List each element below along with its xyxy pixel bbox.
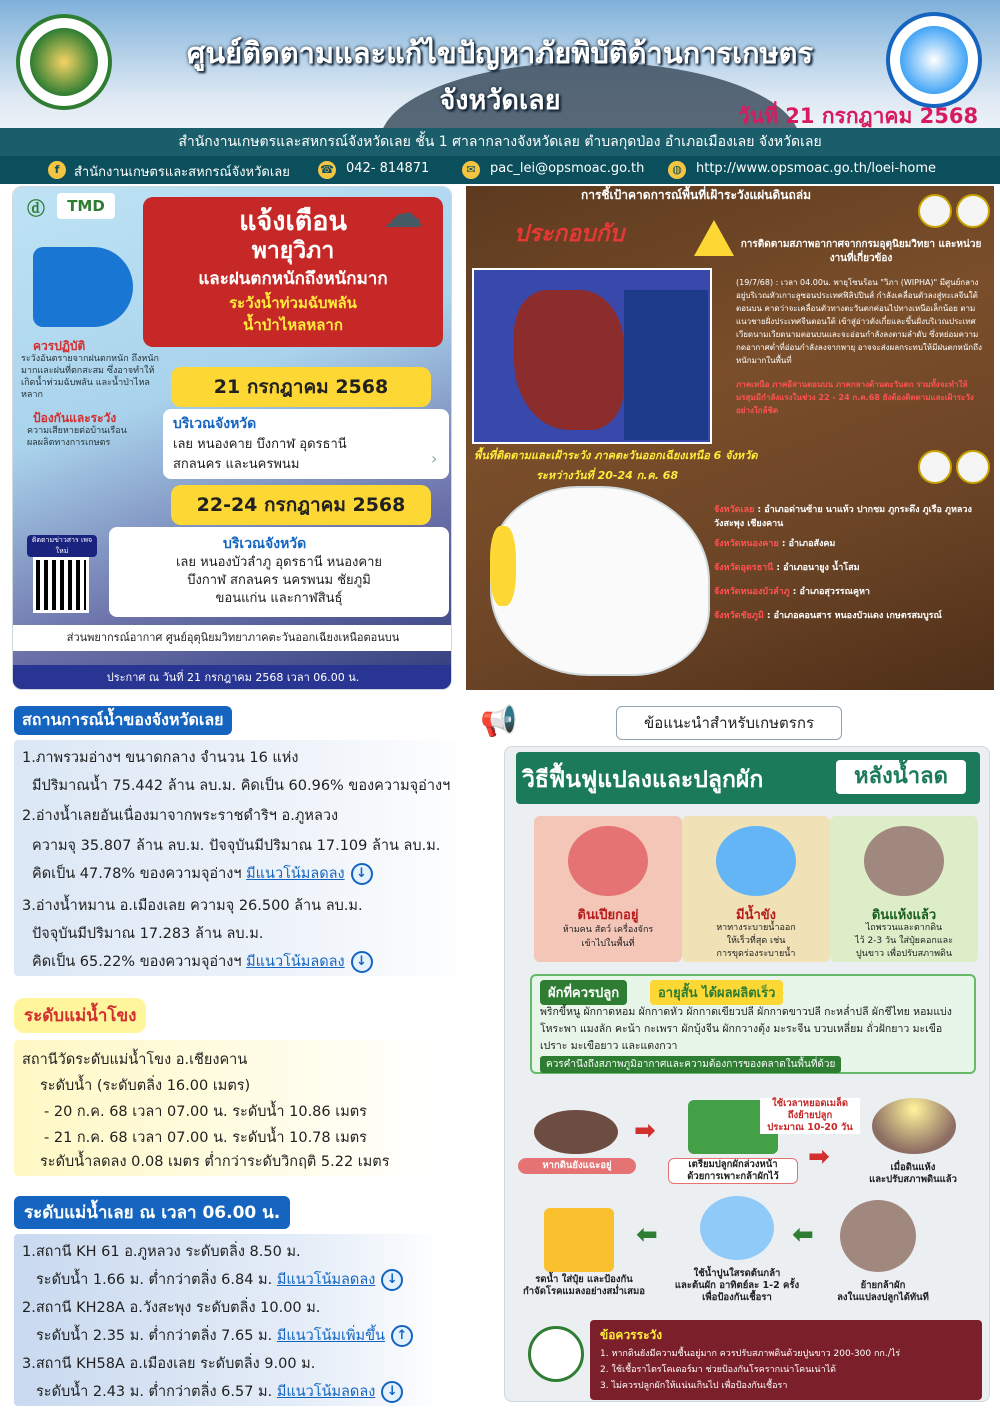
storm-cloud-icon: ☁ (383, 191, 423, 237)
forecast-title: การชี้เป้าคาดการณ์พื้นที่เฝ้าระวังแผ่นดินถล่ม (580, 188, 812, 202)
mekong-bank-level: ระดับน้ำ (ระดับตลิ่ง 16.00 เมตร) (40, 1078, 251, 1094)
step-7: รดน้ำ ใส่ปุ๋ย และป้องกัน กำจัดโรคแมลงอย่างสม่ำเสมอ (523, 1274, 645, 1297)
vegetable-note: ควรคำนึงถึงสภาพภูมิอากาศและความต้องการของตลาดในพื้นที่ด้วย (540, 1056, 841, 1073)
advice-heading: ข้อแนะนำสำหรับเกษตรกร (616, 706, 842, 740)
mekong-reading-2: - 21 ก.ค. 68 เวลา 07.00 น. ระดับน้ำ 10.78 เมตร (44, 1130, 367, 1146)
arrow-down-icon: ↓ (351, 951, 373, 973)
protect-heading: ป้องกันและระวัง (33, 411, 117, 425)
fertilizer-sprayer-icon (544, 1208, 614, 1272)
caution-item-3: 3. ไม่ควรปลูกผักให้แน่นเกินไป เพื่อป้องกันเชื้อรา (600, 1381, 788, 1391)
area-label-2: บริเวณจังหวัด (223, 536, 307, 552)
no-entry-icon (568, 826, 648, 896)
arrow-up-icon: ↑ (391, 1325, 413, 1347)
vegetable-heading: ผักที่ควรปลูก (540, 980, 627, 1005)
date-2-badge: 22-24 กรกฎาคม 2568 (171, 485, 431, 525)
province-item-5: จังหวัดชัยภูมิ : อำเภอคอนสาร หนองบัวแดง เกษตรสมบูรณ์ (714, 611, 942, 621)
watch-area-dates: ระหว่างวันที่ 20-24 ก.ค. 68 (536, 469, 679, 482)
rain-text: และฝนตกหนักถึงหนักมาก (198, 269, 388, 289)
chevron-right-icon[interactable]: › (431, 449, 438, 468)
station-1-name: 1.สถานี KH 61 อ.ภูหลวง ระดับตลิ่ง 8.50 ม. (22, 1244, 301, 1260)
vegetable-tag: อายุสั้น ได้ผลผลิตเร็ว (650, 980, 783, 1005)
area-2-line-1: เลย หนองบัวลำภู อุดรธานี หนองคาย (175, 555, 382, 570)
arrow-right-icon: ➡ (634, 1116, 656, 1146)
card-standing-water: มีน้ำขัง หาทางระบายน้ำออก ให้เร็วที่สุด เช่น การขุดร่องระบายน้ำ (682, 816, 830, 962)
station-3-level: ระดับน้ำ 2.43 ม. ต่ำกว่าตลิ่ง 6.57 ม. มีแนวโน้มลดลง ↓ (36, 1380, 403, 1403)
water-situation-heading: สถานการณ์น้ำของจังหวัดเลย (14, 706, 232, 735)
address-bar: สำนักงานเกษตรและสหกรณ์จังหวัดเลย ชั้น 1 ศาลากลางจังหวัดเลย ตำบลกุดป่อง อำเภอเมืองเลย จังหวัดเลย (0, 128, 1000, 156)
arrow-down-icon: ↓ (381, 1381, 403, 1403)
practice-heading: ควรปฏิบัติ (33, 339, 86, 353)
storm-warning-poster (12, 186, 452, 690)
contact-bar (0, 156, 1000, 184)
province-item-4: จังหวัดหนองบัวลำภู : อำเภอสุวรรณคูหา (714, 587, 870, 597)
warning-icon (694, 220, 734, 256)
step-1: หากดินยังแฉะอยู่ (518, 1158, 636, 1174)
watering-can-icon (700, 1196, 774, 1260)
date-1-badge: 21 กรกฎาคม 2568 (171, 367, 431, 407)
area-1-line-2: สกลนคร และนครพนม (173, 457, 300, 472)
forecast-body: (19/7/68) : เวลา 04.00น. พายุโซนร้อน "วิภา (WIPHA)" มีศูนย์กลางอยู่บริเวณหัวเกาะลูซอนประเทศฟิลิปปินส์ กำลังเคลื่อนตัวลงสู่ทะเลจีนใต้ตอนบน คาดว่าจะเคลื่อนตัวทางตะวันตกค่อนไปทางเหนือเล็กน้อย ตามแนวชายฝั่งประเทศจีนตอนใต้ เข้าสู่อ่าวตังเกี๋ยและขึ้นฝั่งบริเวณประเทศเวียดนามเวียดนามตอนบนและจะอ่อนกำลังลงตามลำดับ ซึ่งหย่อมความกดอากาศต่ำที่อ่อนกำลังลงจากพายุ อาจจะส่งผลกระทบให้มีฝนตกหนักถึงหนักมากในพื้นที่ (736, 278, 982, 365)
report-date: วันที่ 21 กรกฎาคม 2568 (738, 104, 979, 128)
mekong-station: สถานีวัดระดับแม่น้ำโขง อ.เชียงคาน (22, 1052, 248, 1068)
forecast-body-highlight: ภาคเหนือ ภาคอีสานตอนบน ภาคกลางด้านตะวันตก รวมทั้งจะทำให้มรสุมมีกำลังแรงในช่วง 22 - 24 ก.ค.68 ยังต้องติดตามและเฝ้าระวังอย่างใกล้ชิด (736, 380, 974, 415)
dept-logo (918, 194, 952, 228)
page-subtitle: จังหวัดเลย (439, 85, 561, 116)
ministry-seal-logo (528, 1326, 584, 1382)
province-map (490, 486, 710, 676)
globe-icon: ◍ (668, 161, 686, 179)
reservoir-3-volume: ปัจจุบันมีปริมาณ 17.283 ล้าน ลบ.ม. (32, 926, 264, 942)
province-item-2: จังหวัดหนองคาย : อำเภอสังคม (714, 539, 836, 549)
reservoir-3-name: 3.อ่างน้ำหมาน อ.เมืองเลย ความจุ 26.500 ล้าน ลบ.ม. (22, 898, 363, 914)
dept-logo-2 (918, 450, 952, 484)
facebook-icon: f (48, 161, 66, 179)
area-2-line-3: ขอนแก่น และกาฬสินธุ์ (215, 591, 343, 606)
vegetable-list: พริกขี้หนู ผักกาดหอม ผักกาดหัว ผักกาดเขียวปลี ผักกาดขาวปลี กะหล่ำปลี ผักชีไทย หอมแบ่ง โหระพา แมงลัก คะน้า กะเพรา ผักบุ้งจีน ผักกวางตุ้ง มะระจีน บวบเหลี่ยม ถั่วฝักยาว มะเขือเปราะ มะเขือยาว และแตงกวา (540, 1006, 952, 1052)
loei-river-heading: ระดับแม่น้ำเลย ณ เวลา 06.00 น. (14, 1196, 290, 1229)
reservoir-overview-volume: มีปริมาณน้ำ 75.442 ล้าน ลบ.ม. คิดเป็น 60.96% ของความจุอ่างฯ (32, 778, 451, 794)
caution-heading: ข้อควรระวัง (600, 1328, 663, 1342)
station-1-level: ระดับน้ำ 1.66 ม. ต่ำกว่าตลิ่ง 6.84 ม. มีแนวโน้มลดลง ↓ (36, 1268, 403, 1291)
area-2-line-2: บึงกาฬ สกลนคร นครพนม ชัยภูมิ (187, 573, 371, 588)
header-banner (0, 0, 1000, 132)
card-dry-soil: ดินแห้งแล้ว ไถพรวนและตากดิน ไว้ 2-3 วัน ใส่ปุ๋ยคอกและ ปูนขาว เพื่อปรับสภาพดิน (830, 816, 978, 962)
step-4: เมื่อดินแห้ง และปรับสภาพดินแล้ว (869, 1162, 957, 1185)
announcement-date: ประกาศ ณ วันที่ 21 กรกฎาคม 2568 เวลา 06.00 น. (13, 665, 452, 690)
farmer-planting-icon (840, 1200, 916, 1272)
drainage-icon (716, 826, 796, 896)
website-link[interactable]: http://www.opsmoac.go.th/loei-home (696, 161, 937, 176)
megaphone-icon (33, 247, 133, 327)
storm-track-map (472, 268, 712, 444)
practice-text: ระวังอันตรายจากฝนตกหนัก ถึงหนักมากและฝนที่ตกสะสม ซึ่งอาจทำให้เกิดน้ำท่วมฉับพลัน และน้ำป่าไหลหลาก (21, 354, 159, 400)
step-2: เตรียมปลูกผักล่วงหน้า ด้วยการเพาะกล้าผักไว้ (668, 1158, 798, 1184)
station-2-level: ระดับน้ำ 2.35 ม. ต่ำกว่าตลิ่ง 7.65 ม. มีแนวโน้มเพิ่มขึ้น ↑ (36, 1324, 413, 1347)
qr-label: ติดตามข่าวสาร เพจใหม่ (27, 535, 97, 557)
arrow-down-icon: ↓ (381, 1269, 403, 1291)
email-link[interactable]: pac_lei@opsmoac.go.th (490, 161, 645, 176)
arrow-left-icon: ⬅ (792, 1220, 814, 1250)
protect-text: ความเสียหายต่อบ้านเรือน ผลผลิตทางการเกษตร (27, 426, 127, 448)
storm-name: พายุวิภา (251, 238, 335, 264)
area-1-line-1: เลย หนองคาย บึงกาฬ อุดรธานี (173, 437, 347, 452)
caution-item-2: 2. ใช้เชื้อราไตรโคเดอร์มา ช่วยป้องกันโรครากเน่าโคนเน่าได้ (600, 1365, 837, 1375)
tmd-badge: TMD (57, 193, 115, 219)
mekong-heading: ระดับแม่น้ำโขง (14, 998, 146, 1033)
trend-link[interactable]: มีแนวโน้มลดลง (246, 866, 345, 882)
trend-link[interactable]: มีแนวโน้มลดลง (246, 954, 345, 970)
station-2-name: 2.สถานี KH28A อ.วังสะพุง ระดับตลิ่ง 10.00 ม. (22, 1300, 321, 1316)
agency-logo-2 (956, 450, 990, 484)
reservoir-2-name: 2.อ่างน้ำเลยอันเนื่องมาจากพระราชดำริฯ อ.ภูหลวง (22, 808, 339, 824)
reservoir-2-percent: คิดเป็น 47.78% ของความจุอ่างฯ มีแนวโน้มลดลง ↓ (32, 862, 373, 885)
flood-warning: ระวังน้ำท่วมฉับพลัน (229, 294, 357, 312)
step-3: ใช้เวลาหยอดเมล็ด ถึงย้ายปลูก ประมาณ 10-20 วัน (760, 1098, 860, 1134)
step-6: ใช้น้ำปูนใสรดต้นกล้า และต้นผัก อาทิตย์ละ 1-2 ครั้ง เพื่อป้องกันเชื้อรา (674, 1268, 800, 1303)
arrow-right-icon: ➡ (808, 1142, 830, 1172)
agency-logo (956, 194, 990, 228)
station-3-name: 3.สถานี KH58A อ.เมืองเลย ระดับตลิ่ง 9.00 ม. (22, 1356, 316, 1372)
phone-icon: ☎ (318, 161, 336, 179)
reservoir-overview: 1.ภาพรวมอ่างฯ ขนาดกลาง จำนวน 16 แห่ง (22, 750, 299, 766)
reservoir-2-capacity: ความจุ 35.807 ล้าน ลบ.ม. ปัจจุบันมีปริมาณ 17.109 ล้าน ลบ.ม. (32, 838, 441, 854)
province-map-highlight (490, 526, 516, 606)
warning-title: แจ้งเตือน (239, 206, 347, 237)
province-item-1: จังหวัดเลย : อำเภอด่านซ้าย นาแห้ว ปากชม ภูกระดึง ภูเรือ ภูหลวง วังสะพุง เชียงคาน (714, 505, 972, 529)
tmd-logo: ⓓ (27, 199, 45, 220)
caution-item-1: 1. หากดินยังมีความชื้นอยู่มาก ควรปรับสภาพดินด้วยปูนขาว 200-300 กก./ไร่ (600, 1349, 901, 1359)
wet-soil-icon (534, 1110, 618, 1154)
page-title: ศูนย์ติดตามและแก้ไขปัญหาภัยพิบัติด้านการเกษตร (186, 36, 814, 70)
landslide-forecast-poster (466, 186, 994, 690)
area-label-1: บริเวณจังหวัด (173, 416, 257, 432)
mekong-summary: ระดับน้ำลดลง 0.08 เมตร ต่ำกว่าระดับวิกฤติ 5.22 เมตร (40, 1154, 390, 1170)
flash-flood-warning: น้ำป่าไหลหลาก (243, 316, 343, 334)
forecast-subhead: การติดตามสภาพอากาศจากกรมอุตุนิยมวิทยา และหน่วยงานที่เกี่ยวข้อง (740, 239, 982, 264)
advice-title: วิธีฟื้นฟูแปลงและปลูกผัก (522, 767, 764, 793)
dry-soil-sun-icon (872, 1098, 956, 1154)
card-wet-soil: ดินเปียกอยู่ ห้ามคน สัตว์ เครื่องจักร เข้าไปในพื้นที่ (534, 816, 682, 962)
watch-area-heading: พื้นที่ติดตามและเฝ้าระวัง ภาคตะวันออกเฉียงเหนือ 6 จังหวัด (474, 449, 758, 462)
prakob-heading: ประกอบกับ (514, 221, 625, 247)
advice-title-highlight: หลังน้ำลด (836, 760, 966, 794)
mekong-reading-1: - 20 ก.ค. 68 เวลา 07.00 น. ระดับน้ำ 10.86 เมตร (44, 1104, 367, 1120)
qr-code-image[interactable] (33, 557, 89, 613)
megaphone-icon: 📢 (480, 704, 518, 739)
facebook-link[interactable]: สำนักงานเกษตรและสหกรณ์จังหวัดเลย (74, 165, 290, 180)
arrow-down-icon: ↓ (351, 863, 373, 885)
forecast-source: ส่วนพยากรณ์อากาศ ศูนย์อุตุนิยมวิทยาภาคตะวันออกเฉียงเหนือตอนบน (13, 625, 452, 651)
reservoir-3-percent: คิดเป็น 65.22% ของความจุอ่างฯ มีแนวโน้มลดลง ↓ (32, 950, 373, 973)
soil-icon (864, 826, 944, 896)
province-item-3: จังหวัดอุดรธานี : อำเภอนายูง น้ำโสม (714, 563, 860, 573)
email-icon: ✉ (462, 161, 480, 179)
step-5: ย้ายกล้าผัก ลงในแปลงปลูกได้ทันที (837, 1280, 929, 1303)
phone-number[interactable]: 042- 814871 (346, 161, 430, 176)
arrow-left-icon: ⬅ (636, 1220, 658, 1250)
